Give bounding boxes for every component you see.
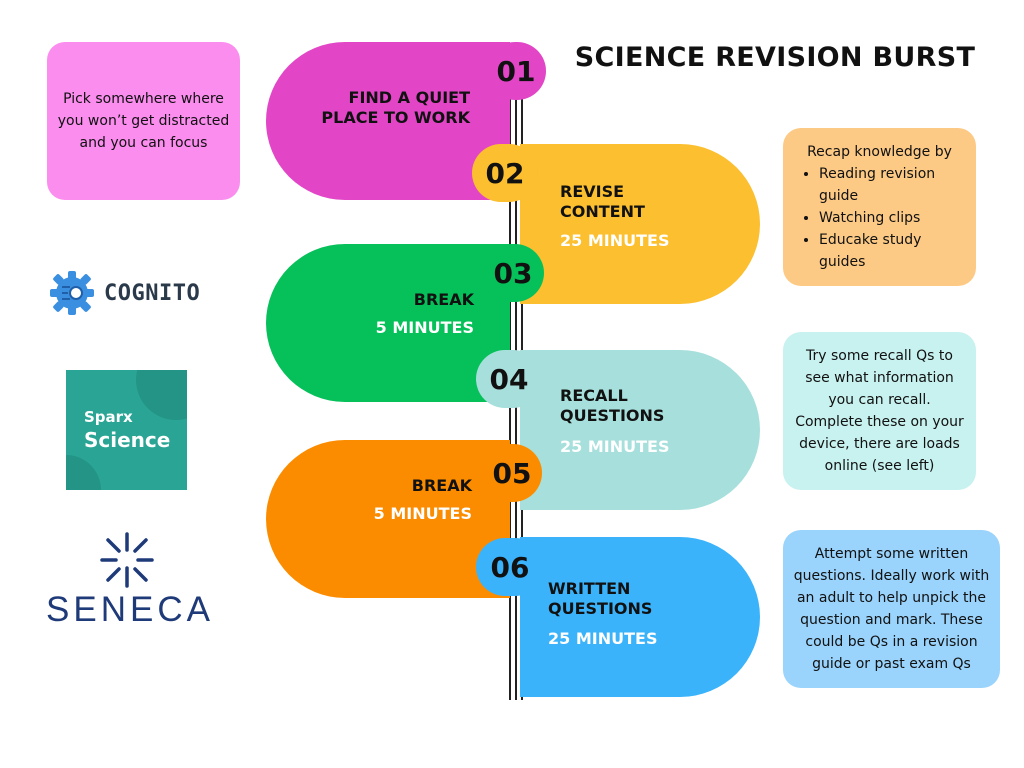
note-written xyxy=(783,530,1000,688)
step-01-label-line2: PLACE TO WORK xyxy=(321,108,470,127)
note-quiet-place xyxy=(47,42,240,200)
step-03-duration: 5 MINUTES xyxy=(375,318,474,337)
step-02-label xyxy=(560,182,740,222)
step-01-label xyxy=(290,88,470,128)
list-item: • Watching clips xyxy=(819,207,966,229)
note-recall-text: Try some recall Qs to see what information you can recall. Complete these on your device, there are loads online (see left) xyxy=(795,348,964,474)
step-01-label-line1: FIND A QUIET xyxy=(348,88,470,107)
note-written-text: Attempt some written questions. Ideally work with an adult to help unpick the question and mark. These could be Qs in a revision guide or past exam Qs xyxy=(793,546,990,672)
sparx-logo-line1: Sparx xyxy=(84,408,133,426)
note-quiet-place-text: Pick somewhere where you won’t get distracted and you can focus xyxy=(57,91,230,151)
step-06-label-line1: WRITTEN xyxy=(548,579,631,598)
step-02-duration: 25 MINUTES xyxy=(560,231,670,250)
gear-icon xyxy=(48,269,96,317)
step-04-label-line2: QUESTIONS xyxy=(560,406,665,425)
sparx-science-logo xyxy=(66,370,187,490)
list-item: • Educake study guides xyxy=(819,229,966,273)
step-06-label xyxy=(548,579,728,619)
step-03-number: 03 xyxy=(482,244,544,302)
step-02-shape xyxy=(520,144,760,304)
step-04-shape xyxy=(520,350,760,510)
step-05-label: BREAK xyxy=(411,476,472,495)
seneca-star-icon xyxy=(92,530,162,590)
step-04-label-line1: RECALL xyxy=(560,386,628,405)
cognito-logo-text: COGNITO xyxy=(104,280,201,306)
page-title: SCIENCE REVISION BURST xyxy=(574,42,976,73)
step-06-label-line2: QUESTIONS xyxy=(548,599,653,618)
note-recall xyxy=(783,332,976,490)
note-recap-list xyxy=(799,163,966,273)
step-03-label: BREAK xyxy=(413,290,474,309)
step-04-duration: 25 MINUTES xyxy=(560,437,670,456)
step-06-number: 06 xyxy=(476,538,544,596)
step-04-number: 04 xyxy=(476,350,542,408)
step-05-number: 05 xyxy=(482,444,542,502)
step-06-duration: 25 MINUTES xyxy=(548,629,658,648)
note-recap xyxy=(783,128,976,286)
note-recap-heading: Recap knowledge by xyxy=(807,144,952,160)
step-04-label xyxy=(560,386,740,426)
seneca-logo-text: SENECA xyxy=(46,590,214,629)
step-02-label-line2: CONTENT xyxy=(560,202,645,221)
cognito-logo xyxy=(48,268,228,318)
list-item: • Reading revision guide xyxy=(819,163,966,207)
step-02-number: 02 xyxy=(472,144,538,202)
sparx-logo-line2: Science xyxy=(84,428,171,452)
step-01-number: 01 xyxy=(486,42,546,100)
step-02-label-line1: REVISE xyxy=(560,182,625,201)
step-05-duration: 5 MINUTES xyxy=(373,504,472,523)
